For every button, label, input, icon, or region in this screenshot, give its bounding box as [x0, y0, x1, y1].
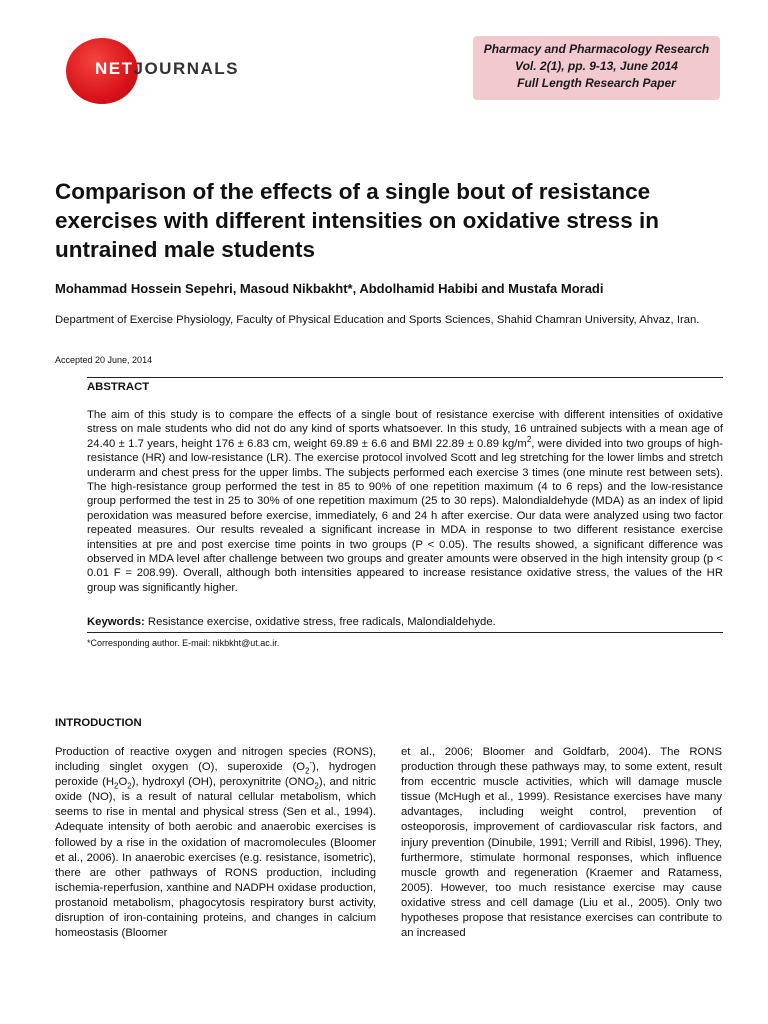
- logo-wordmark: [95, 59, 239, 79]
- intro-left-text-2: ), hydrogen peroxide (H: [55, 761, 376, 789]
- logo-journals: JOURNALS: [133, 59, 240, 78]
- introduction-right-column: et al., 2006; Bloomer and Goldfarb, 2004). The RONS production through these pathways may, to some extent, result from eccentric muscle activities, which will damage muscle tissue (McHugh et al., 1999). Resistance exercises have many advantages, including weight control, prevention of osteoporosis, improvement of cardiovascular risk factors, and injury prevention (Dinubile, 1991; Verrill and Ribisl, 1996). They, furthermore, stimulate hormonal responses, which influence muscle growth and regeneration (Kraemer and Ratamess, 2005). However, too much resistance exercise may cause oxidative stress and cell damage (Liu et al., 2005). Only two hypotheses propose that resistance exercises can contribute to an increased: [401, 746, 722, 940]
- abstract-bottom-rule: [87, 632, 723, 633]
- paper-type: Full Length Research Paper: [517, 76, 676, 90]
- keywords: [87, 615, 723, 629]
- journal-name: Pharmacy and Pharmacology Research: [483, 42, 710, 56]
- abstract-block: [87, 377, 723, 648]
- abstract-top-rule: [87, 377, 723, 378]
- intro-left-text-4: ), hydroxyl (OH), peroxynitrite (ONO: [131, 776, 315, 789]
- introduction-heading: INTRODUCTION: [55, 717, 142, 729]
- journal-info-box: [473, 36, 720, 100]
- volume-line: Vol. 2(1), pp. 9-13, June 2014: [515, 59, 678, 73]
- abstract-heading: ABSTRACT: [87, 381, 150, 393]
- intro-left-text-1: Production of reactive oxygen and nitrogen species (RONS), including singlet oxygen (O), superoxide (O: [55, 746, 376, 774]
- keywords-list: Resistance exercise, oxidative stress, free radicals, Malondialdehyde.: [144, 616, 496, 629]
- intro-sub-3: 2: [127, 781, 132, 791]
- authors: Mohammad Hossein Sepehri, Masoud Nikbakht*, Abdolhamid Habibi and Mustafa Moradi: [55, 281, 604, 296]
- abstract-superscript: 2: [526, 435, 532, 445]
- abstract-text: [87, 408, 723, 595]
- article-title: Comparison of the effects of a single bout of resistance exercises with different intensities on oxidative stress in untrained male students: [55, 179, 659, 262]
- abstract-text-part2: , were divided into two groups of high-resistance (HR) and low-resistance (LR). The exercise protocol involved Scott and leg stretching for the lower limbs and stretch underarm and chest press for the upper limbs. The subjects performed each exercise 3 times (one minute rest between sets). The high-resistance group performed the test in 85 to 90% of one repetition maximum (4 to 6 reps) and the low-resistance group performed the test in 25 to 30% of one repetition maximum (25 to 30 reps). Malondialdehyde (MDA) as an index of lipid peroxidation was measured before exercise, immediately, 6 and 24 h after exercise. Our data were analyzed using two factor repeated measures. Our results revealed a significant increase in MDA in response to two different resistance exercise intensities at pre and post exercise time points in two groups (P < 0.05). The results showed, a significant difference was observed in MDA level after challenge between two groups and greater amounts were observed in the high intensity group (p < 0.01 F = 208.99). Overall, although both intensities appeared to increase resistance oxidative stress, the values of the HR group was significantly higher.: [87, 437, 723, 594]
- intro-sub-1: 2: [305, 766, 310, 776]
- logo-net: NET: [95, 59, 134, 78]
- intro-left-text-3: O: [118, 776, 128, 789]
- intro-sup-1: -: [309, 758, 313, 768]
- intro-left-text-5: ), and nitric oxide (NO), is a result of natural cellular metabolism, which seems to rise in mental and physical stress (Sen et al., 1994). Adequate intensity of both aerobic and anaerobic exercises is followed by a rise in the oxidation of macromolecules (Bloomer et al., 2006). In anaerobic exercises (e.g. resistance, isometric), there are other pathways of RONS production, including ischemia-reperfusion, xanthine and NADPH oxidase production, prostanoid metabolism, phagocytosis respiratory burst activity, disruption of iron-containing proteins, and changes in calcium homeostasis (Bloomer: [55, 776, 376, 940]
- keywords-label: Keywords:: [87, 616, 145, 629]
- accepted-date: Accepted 20 June, 2014: [55, 355, 153, 365]
- introduction-left-column: [55, 745, 376, 941]
- intro-sub-2: 2: [114, 781, 119, 791]
- affiliation: Department of Exercise Physiology, Faculty of Physical Education and Sports Sciences, Shahid Chamran University, Ahvaz, Iran.: [55, 314, 700, 326]
- corresponding-author: *Corresponding author. E-mail: nikbkht@ut.ac.ir.: [87, 638, 280, 649]
- netjournals-logo: [64, 38, 264, 104]
- intro-sub-4: 2: [314, 781, 319, 791]
- abstract-text-part1: The aim of this study is to compare the effects of a single bout of resistance exercise with different intensities of oxidative stress on male students who did not do any kind of sports whatsoever. In this study, 16 untrained subjects with a mean age of 24.40 ± 1.7 years, height 176 ± 6.83 cm, weight 69.89 ± 6.6 and BMI 22.89 ± 0.89 kg/m: [87, 409, 723, 450]
